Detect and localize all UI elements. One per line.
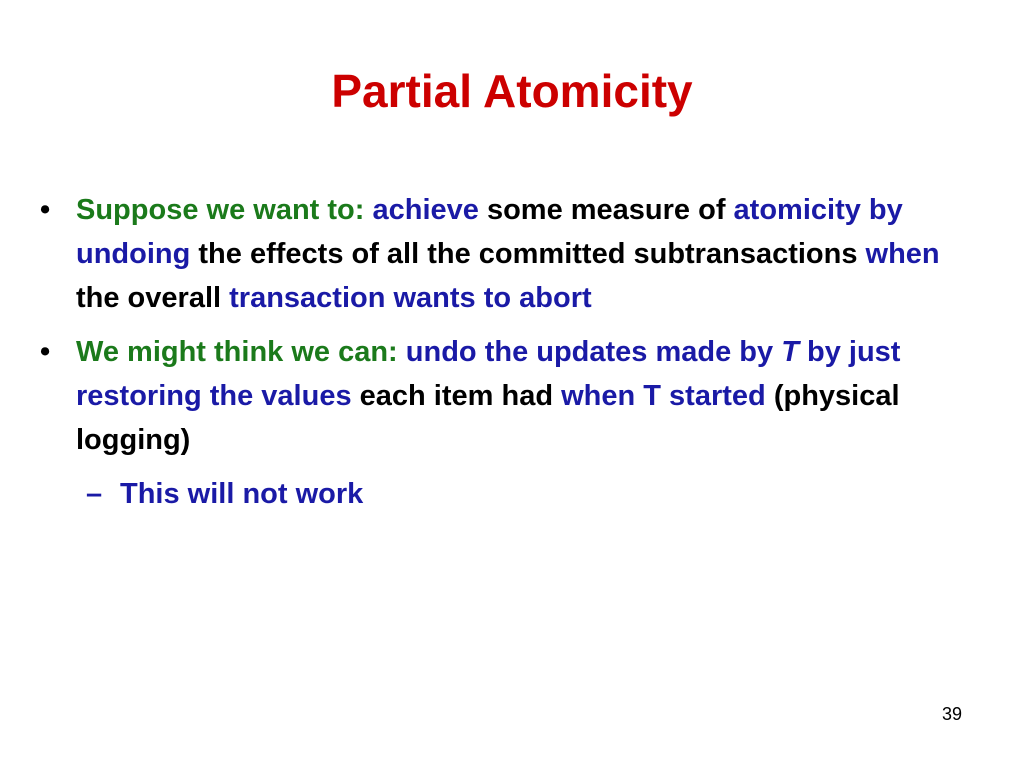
bullet-2-lead: We might think we can: [76,336,406,368]
bullet-1-when: when [865,238,940,270]
bullet-2-each-item: each item had [351,380,562,412]
bullet-marker: • [40,336,51,368]
bullet-1-overall: the overall [76,282,230,314]
page-number: 39 [941,704,962,724]
bullet-2-when-started: when T started [561,380,766,412]
bullet-1-lead: Suppose we want to: [76,194,373,226]
bullet-2-physical-logging: (physical logging) [76,380,900,456]
bullet-1-achieve: achieve [372,194,479,226]
bullet-1-abort: transaction wants to abort [229,282,592,314]
bullet-marker: • [40,194,51,226]
bullet-item-1 [36,188,976,320]
bullet-2-undo: undo the updates made by [405,336,782,368]
bullet-2-t: T [781,336,799,368]
bullet-2-restoring: by just restoring the values [76,336,901,412]
sub-bullet-marker: – [86,478,103,510]
bullet-1-atomicity: atomicity by undoing [76,194,903,270]
sub-bullet-text: This will not work [120,478,364,510]
sub-bullet-item-1 [36,472,976,516]
bullet-1-effects: the effects of all the committed subtransactions [190,238,866,270]
slide-title: Partial Atomicity [331,65,693,117]
bullet-list [36,188,976,516]
bullet-item-2 [36,330,976,462]
bullet-1-measure: some measure of [478,194,734,226]
